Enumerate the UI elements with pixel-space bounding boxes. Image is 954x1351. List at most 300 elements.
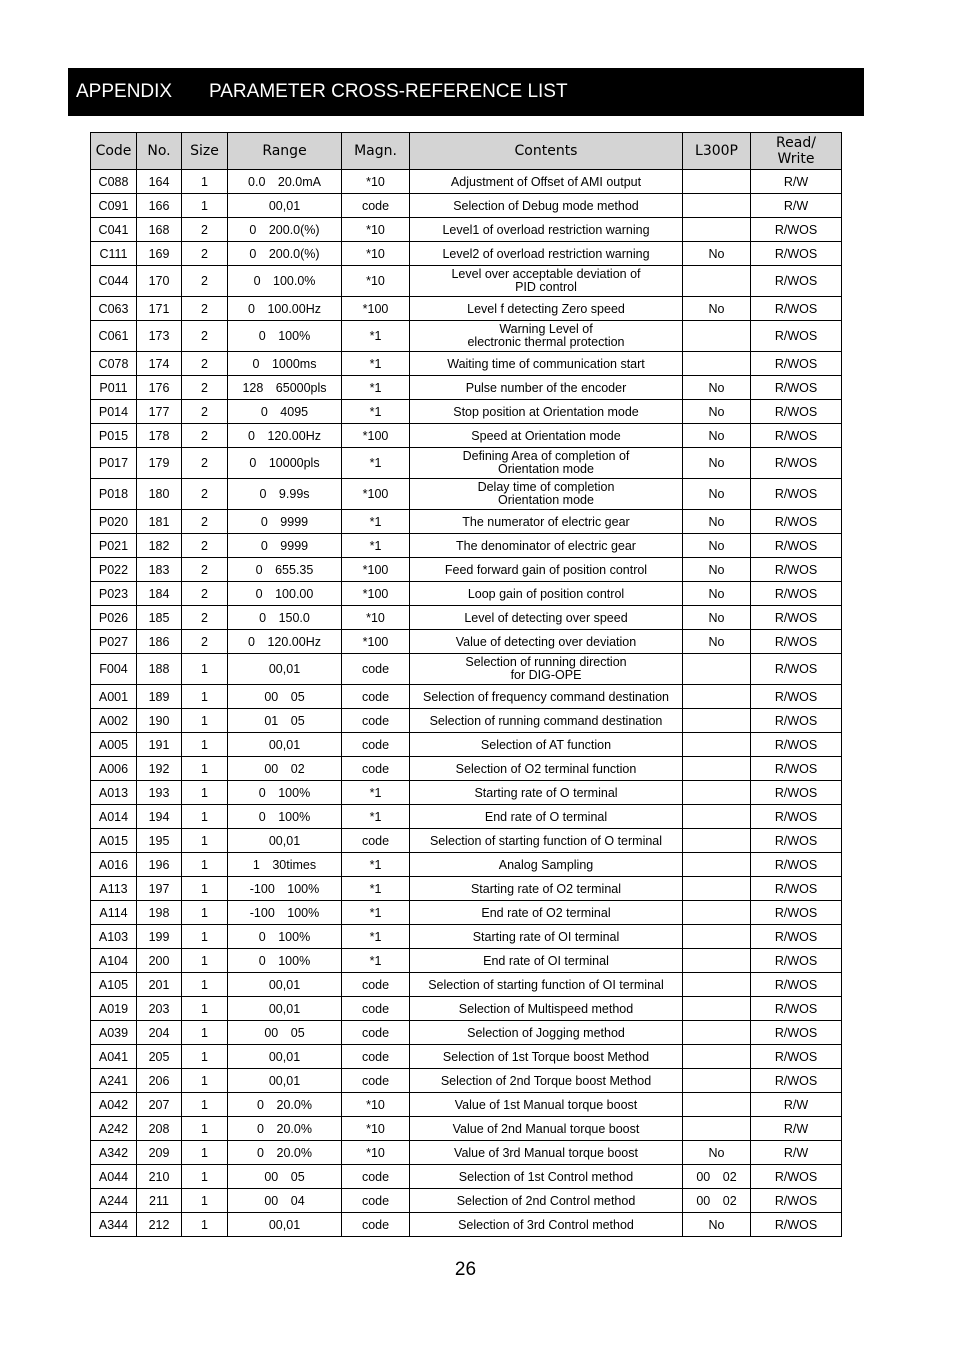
table-row [91,194,842,218]
magn-cell: code [342,709,410,733]
read-write-cell: R/WOS [751,997,842,1021]
no-cell: 184 [137,582,182,606]
code-cell: P015 [91,424,137,448]
size-cell: 1 [182,805,228,829]
magn-cell: *100 [342,630,410,654]
size-cell: 1 [182,654,228,685]
l300p-cell [683,1069,751,1093]
size-cell: 1 [182,973,228,997]
no-cell: 211 [137,1189,182,1213]
read-write-cell: R/WOS [751,1021,842,1045]
no-cell: 196 [137,853,182,877]
read-write-cell: R/WOS [751,321,842,352]
magn-cell: *10 [342,218,410,242]
code-cell: A103 [91,925,137,949]
size-cell: 1 [182,781,228,805]
contents-cell: Selection of O2 terminal function [410,757,683,781]
table-row [91,321,842,352]
column-header: L300P [683,133,751,170]
size-cell: 1 [182,733,228,757]
table-row [91,949,842,973]
table-row [91,654,842,685]
magn-cell: code [342,973,410,997]
banner-section: APPENDIX [76,81,173,102]
table-row [91,1117,842,1141]
l300p-cell [683,757,751,781]
no-cell: 171 [137,297,182,321]
l300p-cell [683,685,751,709]
no-cell: 179 [137,448,182,479]
range-cell: 0 9999 [228,534,342,558]
size-cell: 2 [182,534,228,558]
table-row [91,781,842,805]
code-cell: P020 [91,510,137,534]
table-row [91,925,842,949]
contents-cell: Value of detecting over deviation [410,630,683,654]
code-cell: C078 [91,352,137,376]
l300p-cell: No [683,630,751,654]
no-cell: 170 [137,266,182,297]
magn-cell: code [342,1069,410,1093]
contents-cell: Starting rate of O terminal [410,781,683,805]
code-cell: A041 [91,1045,137,1069]
size-cell: 1 [182,1093,228,1117]
l300p-cell [683,877,751,901]
range-cell: 0 100% [228,781,342,805]
table-row [91,218,842,242]
read-write-cell: R/WOS [751,376,842,400]
magn-cell: code [342,1165,410,1189]
l300p-cell [683,321,751,352]
contents-cell: Level over acceptable deviation of PID control [410,266,683,297]
range-cell: 00,01 [228,733,342,757]
range-cell: 0 100.00 [228,582,342,606]
range-cell: 0 150.0 [228,606,342,630]
code-cell: A005 [91,733,137,757]
no-cell: 164 [137,170,182,194]
column-header: Code [91,133,137,170]
read-write-cell: R/WOS [751,1069,842,1093]
l300p-cell [683,805,751,829]
code-cell: A114 [91,901,137,925]
table-row [91,757,842,781]
code-cell: P018 [91,479,137,510]
magn-cell: code [342,1213,410,1237]
size-cell: 1 [182,685,228,709]
table-row [91,853,842,877]
contents-cell: Feed forward gain of position control [410,558,683,582]
table-row [91,1189,842,1213]
table-row [91,266,842,297]
magn-cell: code [342,1189,410,1213]
no-cell: 198 [137,901,182,925]
size-cell: 1 [182,877,228,901]
contents-cell: Value of 3rd Manual torque boost [410,1141,683,1165]
range-cell: 0 655.35 [228,558,342,582]
size-cell: 2 [182,510,228,534]
size-cell: 1 [182,1117,228,1141]
magn-cell: *1 [342,448,410,479]
read-write-cell: R/WOS [751,709,842,733]
read-write-cell: R/WOS [751,973,842,997]
range-cell: 0 1000ms [228,352,342,376]
no-cell: 177 [137,400,182,424]
code-cell: A042 [91,1093,137,1117]
no-cell: 197 [137,877,182,901]
size-cell: 2 [182,352,228,376]
l300p-cell [683,709,751,733]
no-cell: 183 [137,558,182,582]
page-banner [68,68,864,116]
contents-cell: Level of detecting over speed [410,606,683,630]
read-write-cell: R/WOS [751,901,842,925]
magn-cell: *10 [342,1093,410,1117]
read-write-cell: R/WOS [751,805,842,829]
table-row [91,1021,842,1045]
read-write-cell: R/WOS [751,733,842,757]
code-cell: C061 [91,321,137,352]
l300p-cell: No [683,582,751,606]
range-cell: 0 100.0% [228,266,342,297]
range-cell: 0 200.0(%) [228,242,342,266]
magn-cell: *1 [342,901,410,925]
table-row [91,973,842,997]
magn-cell: *10 [342,1141,410,1165]
read-write-cell: R/WOS [751,654,842,685]
magn-cell: *1 [342,400,410,424]
no-cell: 204 [137,1021,182,1045]
size-cell: 1 [182,1069,228,1093]
size-cell: 1 [182,1141,228,1165]
contents-cell: Level1 of overload restriction warning [410,218,683,242]
no-cell: 185 [137,606,182,630]
column-header: Range [228,133,342,170]
l300p-cell [683,925,751,949]
table-row [91,630,842,654]
range-cell: 0 100% [228,321,342,352]
magn-cell: code [342,194,410,218]
code-cell: A044 [91,1165,137,1189]
range-cell: 00,01 [228,973,342,997]
column-header: Magn. [342,133,410,170]
l300p-cell [683,829,751,853]
contents-cell: Selection of 1st Torque boost Method [410,1045,683,1069]
table-row [91,829,842,853]
range-cell: 00 04 [228,1189,342,1213]
read-write-cell: R/WOS [751,424,842,448]
range-cell: 0 10000pls [228,448,342,479]
range-cell: 00,01 [228,194,342,218]
table-row [91,1093,842,1117]
no-cell: 169 [137,242,182,266]
contents-cell: Pulse number of the encoder [410,376,683,400]
range-cell: -100 100% [228,877,342,901]
table-row [91,400,842,424]
size-cell: 2 [182,558,228,582]
contents-cell: Warning Level of electronic thermal protection [410,321,683,352]
magn-cell: code [342,1021,410,1045]
range-cell: 00 05 [228,1165,342,1189]
code-cell: A104 [91,949,137,973]
range-cell: 0.0 20.0mA [228,170,342,194]
size-cell: 1 [182,1021,228,1045]
no-cell: 207 [137,1093,182,1117]
l300p-cell [683,266,751,297]
no-cell: 194 [137,805,182,829]
size-cell: 1 [182,194,228,218]
table-row [91,242,842,266]
column-header: Size [182,133,228,170]
table-row [91,1213,842,1237]
read-write-cell: R/WOS [751,853,842,877]
size-cell: 1 [182,925,228,949]
read-write-cell: R/WOS [751,949,842,973]
contents-cell: End rate of O terminal [410,805,683,829]
magn-cell: *10 [342,606,410,630]
column-header: No. [137,133,182,170]
magn-cell: *100 [342,424,410,448]
contents-cell: Selection of starting function of O terminal [410,829,683,853]
code-cell: A006 [91,757,137,781]
read-write-cell: R/W [751,1093,842,1117]
magn-cell: code [342,997,410,1021]
contents-cell: Selection of 2nd Torque boost Method [410,1069,683,1093]
no-cell: 210 [137,1165,182,1189]
table-row [91,424,842,448]
contents-cell: Selection of Jogging method [410,1021,683,1045]
no-cell: 192 [137,757,182,781]
code-cell: C088 [91,170,137,194]
l300p-cell [683,352,751,376]
l300p-cell [683,1021,751,1045]
contents-cell: Selection of running direction for DIG-OPE [410,654,683,685]
code-cell: A019 [91,997,137,1021]
read-write-cell: R/WOS [751,534,842,558]
table-row [91,733,842,757]
contents-cell: End rate of O2 terminal [410,901,683,925]
code-cell: P021 [91,534,137,558]
contents-cell: Loop gain of position control [410,582,683,606]
table-row [91,685,842,709]
code-cell: P023 [91,582,137,606]
contents-cell: Starting rate of O2 terminal [410,877,683,901]
contents-cell: Defining Area of completion of Orientation mode [410,448,683,479]
read-write-cell: R/WOS [751,558,842,582]
read-write-cell: R/WOS [751,218,842,242]
code-cell: P014 [91,400,137,424]
size-cell: 2 [182,606,228,630]
magn-cell: *10 [342,242,410,266]
magn-cell: *1 [342,853,410,877]
range-cell: 0 20.0% [228,1117,342,1141]
magn-cell: code [342,685,410,709]
no-cell: 168 [137,218,182,242]
l300p-cell [683,853,751,877]
read-write-cell: R/WOS [751,1045,842,1069]
size-cell: 2 [182,321,228,352]
size-cell: 2 [182,297,228,321]
code-cell: P017 [91,448,137,479]
size-cell: 1 [182,1165,228,1189]
read-write-cell: R/W [751,170,842,194]
no-cell: 199 [137,925,182,949]
range-cell: 01 05 [228,709,342,733]
size-cell: 2 [182,266,228,297]
read-write-cell: R/WOS [751,1165,842,1189]
l300p-cell: No [683,297,751,321]
range-cell: 00,01 [228,997,342,1021]
range-cell: 00 05 [228,685,342,709]
magn-cell: *1 [342,376,410,400]
magn-cell: *100 [342,582,410,606]
l300p-cell [683,997,751,1021]
range-cell: 0 4095 [228,400,342,424]
size-cell: 2 [182,376,228,400]
size-cell: 1 [182,853,228,877]
contents-cell: Selection of frequency command destination [410,685,683,709]
magn-cell: *1 [342,949,410,973]
range-cell: 00,01 [228,654,342,685]
table-row [91,1165,842,1189]
code-cell: A016 [91,853,137,877]
code-cell: A105 [91,973,137,997]
code-cell: A014 [91,805,137,829]
l300p-cell: No [683,242,751,266]
table-row [91,1141,842,1165]
page-number: 26 [454,1259,477,1280]
size-cell: 2 [182,400,228,424]
size-cell: 2 [182,582,228,606]
l300p-cell [683,949,751,973]
no-cell: 195 [137,829,182,853]
magn-cell: *1 [342,925,410,949]
code-cell: P022 [91,558,137,582]
range-cell: 0 20.0% [228,1093,342,1117]
no-cell: 212 [137,1213,182,1237]
no-cell: 173 [137,321,182,352]
range-cell: 128 65000pls [228,376,342,400]
read-write-cell: R/WOS [751,606,842,630]
size-cell: 2 [182,448,228,479]
read-write-cell: R/WOS [751,1189,842,1213]
no-cell: 193 [137,781,182,805]
magn-cell: *100 [342,558,410,582]
range-cell: 00 02 [228,757,342,781]
code-cell: F004 [91,654,137,685]
read-write-cell: R/WOS [751,685,842,709]
l300p-cell: 00 02 [683,1165,751,1189]
size-cell: 1 [182,1189,228,1213]
no-cell: 201 [137,973,182,997]
l300p-cell [683,1045,751,1069]
read-write-cell: R/WOS [751,479,842,510]
read-write-cell: R/WOS [751,829,842,853]
range-cell: 0 100% [228,805,342,829]
range-cell: 0 9.99s [228,479,342,510]
l300p-cell: No [683,510,751,534]
magn-cell: code [342,829,410,853]
range-cell: 0 9999 [228,510,342,534]
magn-cell: *100 [342,479,410,510]
no-cell: 208 [137,1117,182,1141]
contents-cell: Level2 of overload restriction warning [410,242,683,266]
table-row [91,1069,842,1093]
read-write-cell: R/WOS [751,352,842,376]
size-cell: 2 [182,218,228,242]
range-cell: 00,01 [228,1045,342,1069]
size-cell: 1 [182,997,228,1021]
contents-cell: Waiting time of communication start [410,352,683,376]
l300p-cell [683,901,751,925]
range-cell: 0 20.0% [228,1141,342,1165]
code-cell: A241 [91,1069,137,1093]
read-write-cell: R/WOS [751,297,842,321]
contents-cell: Starting rate of OI terminal [410,925,683,949]
size-cell: 2 [182,242,228,266]
range-cell: 0 100% [228,925,342,949]
read-write-cell: R/WOS [751,1213,842,1237]
size-cell: 1 [182,170,228,194]
column-header: Contents [410,133,683,170]
table-row [91,376,842,400]
magn-cell: *1 [342,805,410,829]
table-row [91,510,842,534]
contents-cell: Selection of 2nd Control method [410,1189,683,1213]
magn-cell: *10 [342,266,410,297]
no-cell: 191 [137,733,182,757]
size-cell: 1 [182,709,228,733]
no-cell: 182 [137,534,182,558]
magn-cell: *1 [342,877,410,901]
read-write-cell: R/WOS [751,582,842,606]
code-cell: A002 [91,709,137,733]
table-header-row [91,133,842,170]
contents-cell: End rate of OI terminal [410,949,683,973]
magn-cell: code [342,1045,410,1069]
contents-cell: Adjustment of Offset of AMI output [410,170,683,194]
range-cell: 00,01 [228,1213,342,1237]
size-cell: 1 [182,757,228,781]
l300p-cell [683,194,751,218]
l300p-cell [683,1093,751,1117]
no-cell: 186 [137,630,182,654]
l300p-cell [683,973,751,997]
read-write-cell: R/W [751,1117,842,1141]
read-write-cell: R/WOS [751,266,842,297]
l300p-cell: No [683,479,751,510]
magn-cell: *10 [342,170,410,194]
l300p-cell: No [683,424,751,448]
range-cell: 0 100.00Hz [228,297,342,321]
read-write-cell: R/WOS [751,781,842,805]
no-cell: 200 [137,949,182,973]
read-write-cell: R/WOS [751,757,842,781]
read-write-cell: R/W [751,1141,842,1165]
code-cell: A001 [91,685,137,709]
table-row [91,805,842,829]
magn-cell: *1 [342,534,410,558]
contents-cell: Value of 2nd Manual torque boost [410,1117,683,1141]
size-cell: 2 [182,479,228,510]
code-cell: P027 [91,630,137,654]
table-row [91,997,842,1021]
range-cell: 0 100% [228,949,342,973]
l300p-cell [683,781,751,805]
code-cell: A039 [91,1021,137,1045]
read-write-cell: R/WOS [751,510,842,534]
contents-cell: Speed at Orientation mode [410,424,683,448]
code-cell: C044 [91,266,137,297]
